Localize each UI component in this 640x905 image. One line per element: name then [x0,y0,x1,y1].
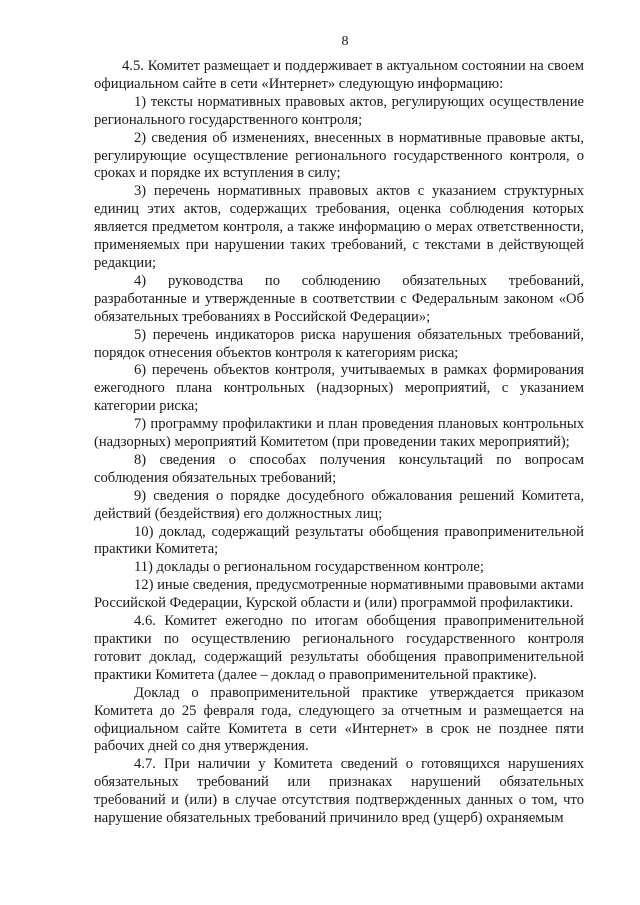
list-item-5: 5) перечень индикаторов риска нарушения обязательных требований, порядок отнесения объектов контроля к категориям риска; [94,326,584,361]
paragraph-report-approval: Доклад о правоприменительной практике утверждается приказом Комитета до 25 февраля года, следующего за отчетным и размещается на официальном сайте Комитета в сети «Интернет» в срок не позднее пяти рабочих дней со дня утверждения. [94,684,584,755]
list-item-7: 7) программу профилактики и план проведения плановых контрольных (надзорных) мероприятий Комитетом (при проведении таких мероприятий); [94,416,584,451]
document-body [94,58,584,828]
paragraph-4-6: 4.6. Комитет ежегодно по итогам обобщения правоприменительной практики по осуществлению регионального государственного контроля готовит доклад, содержащий результаты обобщения правоприменительной практики Комитета (далее – доклад о правоприменительной практике). [94,613,584,683]
list-item-12: 12) иные сведения, предусмотренные нормативными правовыми актами Российской Федерации, Курской области и (или) программой профилактики. [94,577,584,612]
list-item-6: 6) перечень объектов контроля, учитываемых в рамках формирования ежегодного плана контрольных (надзорных) мероприятий, с указанием категории риска; [94,362,584,415]
paragraph-4-5: 4.5. Комитет размещает и поддерживает в актуальном состоянии на своем официальном сайте в сети «Интернет» следующую информацию: [94,58,584,92]
list-item-8: 8) сведения о способах получения консультаций по вопросам соблюдения обязательных требований; [94,451,584,486]
list-item-1: 1) тексты нормативных правовых актов, регулирующих осуществление регионального государственного контроля; [94,93,584,128]
list-item-11: 11) доклады о региональном государственном контроле; [134,559,484,576]
list-item-4: 4) руководства по соблюдению обязательных требований, разработанные и утвержденные в соответствии с Федеральным законом «Об обязательных требованиях в Российской Федерации»; [94,272,584,325]
list-item-9: 9) сведения о порядке досудебного обжалования решений Комитета, действий (бездействия) его должностных лиц; [94,487,584,522]
paragraph-4-7: 4.7. При наличии у Комитета сведений о готовящихся нарушениях обязательных требований или признаках нарушений обязательных требований и (или) в случае отсутствия подтвержденных данных о том, что нарушение обязательных требований причинило вред (ущерб) охраняемым [94,756,584,827]
list-item-2: 2) сведения об изменениях, внесенных в нормативные правовые акты, регулирующие осуществление регионального государственного контроля, о сроках и порядке их вступления в силу; [94,129,584,182]
list-item-10: 10) доклад, содержащий результаты обобщения правоприменительной практики Комитета; [94,523,584,558]
list-item-3: 3) перечень нормативных правовых актов с указанием структурных единиц этих актов, содержащих требования, оценка соблюдения которых является предметом контроля, а также информацию о мерах ответственности, применяемых при нарушении таких требований, с текстами в действующей редакции; [94,183,584,271]
page-number: 8 [341,34,349,49]
